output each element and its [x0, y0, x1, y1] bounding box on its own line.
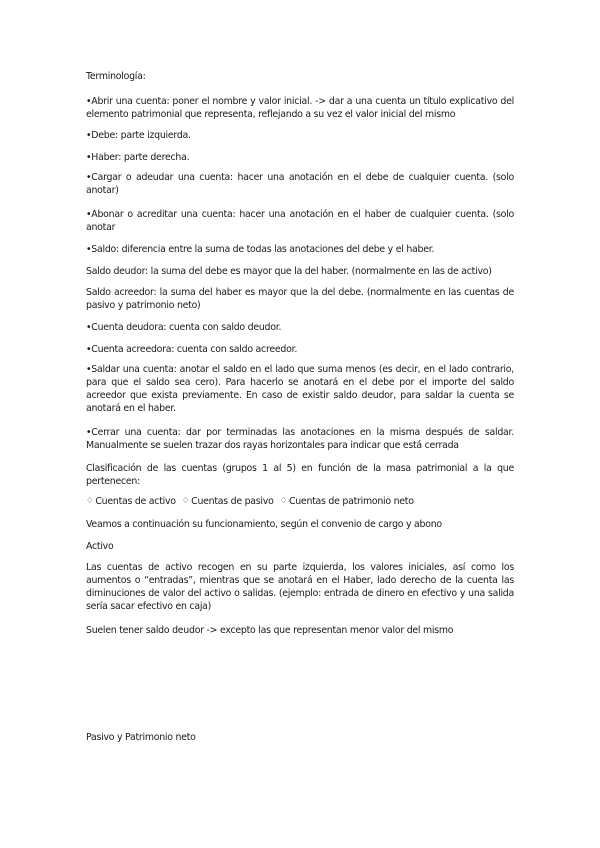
- diamond-bullet-icon: ♢: [279, 496, 287, 506]
- item-cerrar-cuenta: •Cerrar una cuenta: dar por terminadas las anotaciones en la misma después de saldar. Manualmente se suelen trazar dos rayas horizontales para indicar que está cerrada: [86, 427, 514, 451]
- item-cuenta-deudora: •Cuenta deudora: cuenta con saldo deudor.: [86, 322, 282, 333]
- suelen-saldo-deudor: Suelen tener saldo deudor -> excepto las que representan menor valor del mismo: [86, 625, 454, 636]
- heading-pasivo-patrimonio: Pasivo y Patrimonio neto: [86, 732, 196, 743]
- item-haber: •Haber: parte derecha.: [86, 152, 190, 163]
- clase-pasivo-label: Cuentas de pasivo: [191, 496, 274, 507]
- clase-activo-label: Cuentas de activo: [95, 496, 176, 507]
- item-cuenta-acreedora: •Cuenta acreedora: cuenta con saldo acreedor.: [86, 344, 298, 355]
- heading-terminologia: Terminología:: [86, 71, 146, 82]
- item-cargar-cuenta: •Cargar o adeudar una cuenta: hacer una anotación en el debe de cualquier cuenta. (solo anotar): [86, 172, 514, 196]
- item-saldo: •Saldo: diferencia entre la suma de todas las anotaciones del debe y el haber.: [86, 244, 435, 255]
- heading-activo: Activo: [86, 541, 114, 552]
- item-abonar-cuenta: •Abonar o acreditar una cuenta: hacer una anotación en el haber de cualquier cuenta. (solo anotar: [86, 209, 514, 233]
- clase-patrimonio-neto: [280, 495, 414, 508]
- activo-descripcion: Las cuentas de activo recogen en su parte izquierda, los valores iniciales, así como los aumentos o “entradas”, mientras que se anotará en el Haber, lado derecho de la cuenta las diminuciones de valor del activo o salidas. (ejemplo: entrada de dinero en efectivo y una salida sería sacar efectivo en caja): [86, 562, 514, 612]
- veamos-funcionamiento: Veamos a continuación su funcionamiento, según el convenio de cargo y abono: [86, 519, 442, 530]
- clasificacion-cuentas: Clasificación de las cuentas (grupos 1 al 5) en función de la masa patrimonial a la que pertenecen:: [86, 463, 514, 487]
- clases-cuentas-list: [86, 495, 414, 508]
- saldo-deudor: Saldo deudor: la suma del debe es mayor que la del haber. (normalmente en las de activo): [86, 266, 492, 277]
- clase-patrimonio-neto-label: Cuentas de patrimonio neto: [288, 496, 414, 507]
- clase-pasivo: [182, 495, 274, 508]
- diamond-bullet-icon: ♢: [181, 496, 190, 506]
- item-abrir-cuenta: •Abrir una cuenta: poner el nombre y valor inicial. -> dar a una cuenta un título explicativo del elemento patrimonial que representa, reflejando a su vez el valor inicial del mismo: [86, 96, 514, 120]
- saldo-acreedor: Saldo acreedor: la suma del haber es mayor que la del debe. (normalmente en las cuentas de pasivo y patrimonio neto): [86, 287, 514, 311]
- clase-activo: [86, 495, 176, 508]
- diamond-bullet-icon: ♢: [86, 496, 94, 506]
- item-debe: •Debe: parte izquierda.: [86, 130, 191, 141]
- item-saldar-cuenta: •Saldar una cuenta: anotar el saldo en el lado que suma menos (es decir, en el lado contrario, para que el saldo sea cero). Para hacerlo se anotará en el debe por el importe del saldo acreedor que exista previamente. En caso de existir saldo deudor, para saldar la cuenta se anotará en el haber.: [86, 364, 514, 414]
